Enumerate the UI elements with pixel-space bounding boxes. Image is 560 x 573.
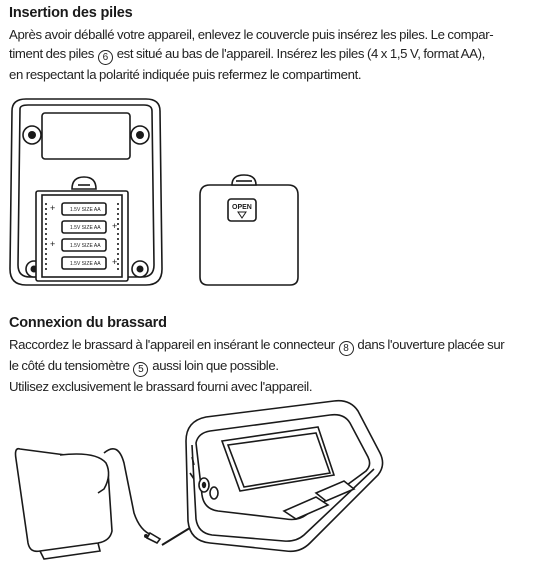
ref-number-compartment: 6 xyxy=(98,50,113,65)
section-title-cuff: Connexion du brassard xyxy=(9,315,167,331)
device-underside-illustration xyxy=(10,99,162,285)
battery-cover-illustration xyxy=(200,175,298,285)
battery-text-line-2b: est situé au bas de l'appareil. Insérez les piles (4 x 1,5 V, format AA), xyxy=(116,46,485,61)
battery-label: 1.5V SIZE AA xyxy=(70,243,101,249)
cuff-instructions xyxy=(9,335,557,396)
battery-text-line-1: Après avoir déballé votre appareil, enlevez le couvercle puis insérez les piles. Le compar- xyxy=(9,27,494,42)
battery-text-line-3: en respectant la polarité indiquée puis refermez le compartiment. xyxy=(9,67,362,82)
svg-text:+: + xyxy=(50,239,56,249)
battery-text-line-2a: timent des piles xyxy=(9,46,95,61)
cuff-text-line-1a: Raccordez le brassard à l'appareil en insérant le connecteur xyxy=(9,337,335,352)
battery-figure xyxy=(0,93,560,293)
cuff-text-line-2a: le côté du tensiomètre xyxy=(9,358,130,373)
open-label: OPEN xyxy=(232,204,252,211)
section-title-battery: Insertion des piles xyxy=(9,5,133,21)
battery-instructions xyxy=(9,25,557,84)
svg-text:+: + xyxy=(50,203,56,213)
battery-label: 1.5V SIZE AA xyxy=(70,225,101,231)
battery-text-line-2 xyxy=(9,44,557,65)
battery-label: 1.5V SIZE AA xyxy=(70,207,101,213)
cuff-text-line-2b: aussi loin que possible. xyxy=(152,358,279,373)
svg-text:+: + xyxy=(112,221,118,231)
battery-label: 1.5V SIZE AA xyxy=(70,261,101,267)
svg-text:+: + xyxy=(112,257,118,267)
ref-number-connector: 8 xyxy=(339,341,354,356)
cuff-illustration xyxy=(16,449,161,559)
cuff-text-line-2 xyxy=(9,356,557,377)
device-illustration xyxy=(186,401,383,552)
cuff-text-line-3: Utilisez exclusivement le brassard fourni avec l'appareil. xyxy=(9,379,313,394)
ref-number-device: 5 xyxy=(133,362,148,377)
cuff-text-line-1b: dans l'ouverture placée sur xyxy=(357,337,505,352)
cuff-text-line-1 xyxy=(9,335,557,356)
cuff-figure xyxy=(0,393,560,573)
